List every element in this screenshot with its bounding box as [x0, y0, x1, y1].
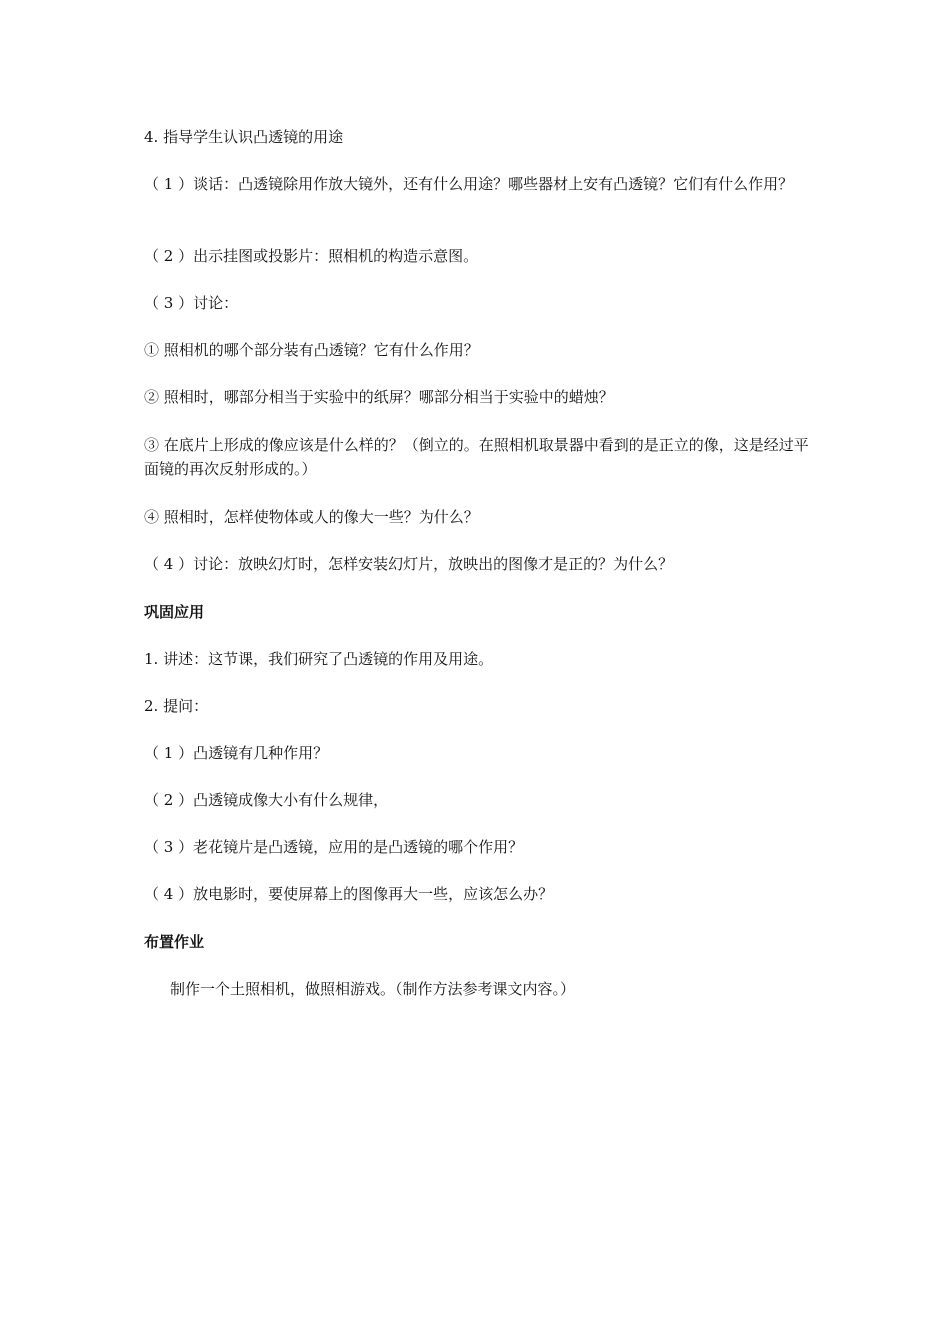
heading-homework: 布置作业: [144, 933, 205, 951]
heading-consolidate: 巩固应用: [144, 603, 205, 621]
paragraph-item-3: （ 3 ）讨论：: [144, 294, 239, 312]
discussion-point-2: ② 照相时，哪部分相当于实验中的纸屏？哪部分相当于实验中的蜡烛？: [144, 388, 614, 406]
homework-text: 制作一个土照相机，做照相游戏。（制作方法参考课文内容。）: [170, 980, 576, 998]
consolidate-paragraph-2: 2. 提问：: [144, 697, 209, 715]
question-4: （ 4 ）放电影时，要使屏幕上的图像再大一些，应该怎么办？: [144, 885, 554, 903]
paragraph-item-4: （ 4 ）讨论：放映幻灯时，怎样安装幻灯片，放映出的图像才是正的？为什么？: [144, 555, 674, 573]
paragraph-item-2: （ 2 ）出示挂图或投影片：照相机的构造示意图。: [144, 247, 479, 265]
discussion-point-4: ④ 照相时，怎样使物体或人的像大一些？为什么？: [144, 508, 479, 526]
discussion-point-1: ① 照相机的哪个部分装有凸透镜？它有什么作用？: [144, 341, 479, 359]
discussion-point-3: ③ 在底片上形成的像应该是什么样的？（倒立的。在照相机取景器中看到的是正立的像，这是经过平面镜的再次反射形成的。）: [144, 436, 809, 478]
paragraph-item-1: （ 1 ）谈话：凸透镜除用作放大镜外，还有什么用途？哪些器材上安有凸透镜？它们有什么作用？: [144, 175, 794, 193]
question-1: （ 1 ）凸透镜有几种作用？: [144, 744, 329, 762]
question-3: （ 3 ）老花镜片是凸透镜，应用的是凸透镜的哪个作用？: [144, 838, 524, 856]
consolidate-paragraph-1: 1. 讲述：这节课，我们研究了凸透镜的作用及用途。: [144, 650, 494, 668]
section-4-title: 4. 指导学生认识凸透镜的用途: [144, 128, 344, 146]
question-2: （ 2 ）凸透镜成像大小有什么规律，: [144, 791, 389, 809]
